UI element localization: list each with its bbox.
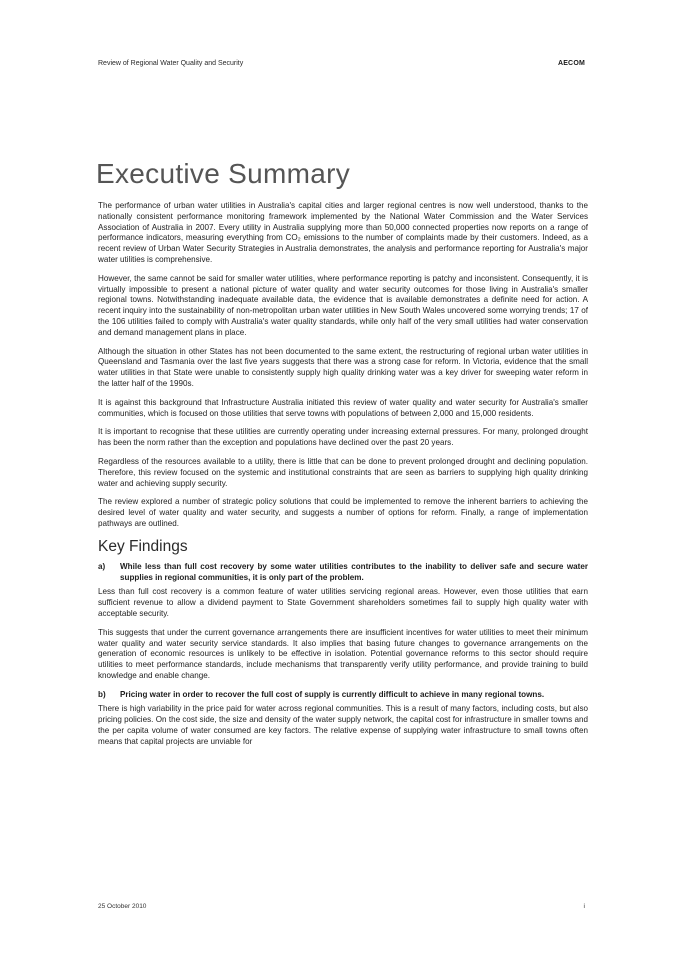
intro-paragraph: Regardless of the resources available to a utility, there is little that can be done to prevent prolonged drought and declining population. Therefore, this review focused on the systemic and institutional constraints that are seen as barriers to supplying high quality drinking water and achieving supply security. xyxy=(98,456,588,488)
intro-paragraph: The performance of urban water utilities in Australia's capital cities and larger regional centres is now well understood, thanks to the nationally consistent performance monitoring framework implemented by the National Water Commission and the Water Services Association of Australia in 2007. Every utility in Australia supplying more than 50,000 connected properties now reports on a range of performance indicators, measuring everything from CO₂ emissions to the number of complaints made by their customers. Indeed, as a recent review of Urban Water Security Strategies in Australia demonstrates, the analysis and performance reporting for Australia's major water utilities is comprehensive. xyxy=(98,201,588,264)
header-title: Review of Regional Water Quality and Security xyxy=(98,60,244,67)
finding-b-heading xyxy=(98,690,588,701)
finding-paragraph: There is high variability in the price paid for water across regional communities. This is a result of many factors, including costs, but also pricing policies. On the cost side, the size and density of the water supply network, the capital cost for infrastructure in smaller towns and the per capita volume of water consumed are key factors. The relative expense of supplying water infrastructure to small towns often means that capital projects are unviable for xyxy=(98,704,588,746)
finding-a-heading xyxy=(98,562,588,584)
finding-title: Pricing water in order to recover the full cost of supply is currently difficult to achieve in many regional towns. xyxy=(120,689,545,699)
finding-letter: a) xyxy=(98,561,106,571)
footer-date: 25 October 2010 xyxy=(98,903,147,910)
intro-paragraph: Although the situation in other States has not been documented to the same extent, the restructuring of regional urban water utilities in Queensland and Tasmania over the last five years suggests that there was a strong case for reform. In Victoria, evidence that the small water utilities in that State were unable to consistently supply high quality drinking water was a key driver for sweeping water reform in the latter half of the 1990s. xyxy=(98,346,588,388)
page-title: Executive Summary xyxy=(96,158,351,189)
intro-paragraph: It is against this background that Infrastructure Australia initiated this review of water quality and water security for Australia's smaller communities, which is focused on those utilities that serve towns with populations of between 2,000 and 15,000 residents. xyxy=(98,397,588,418)
key-findings-heading: Key Findings xyxy=(98,537,188,555)
running-footer xyxy=(98,903,585,915)
main-content xyxy=(98,201,588,756)
intro-paragraph: The review explored a number of strategic policy solutions that could be implemented to remove the inherent barriers to achieving the desired level of water quality and water security, and suggests a number of options for reform. Finally, a range of implementation pathways are outlined. xyxy=(98,497,588,528)
header-brand-logo: AECOM xyxy=(557,60,585,67)
page-number: i xyxy=(583,903,585,910)
finding-paragraph: Less than full cost recovery is a common feature of water utilities servicing regional areas. However, even those utilities that earn sufficient revenue to allow a dividend payment to State Government shareholders sometimes fail to supply high quality water with acceptable security. xyxy=(98,587,588,618)
finding-letter: b) xyxy=(98,689,106,699)
finding-title: While less than full cost recovery by some water utilities contributes to the inability to deliver safe and secure water supplies in regional communities, it is only part of the problem. xyxy=(120,561,588,582)
running-header xyxy=(98,60,585,72)
finding-paragraph: This suggests that under the current governance arrangements there are insufficient incentives for water utilities to meet their minimum water quality and water security service standards. It also implies that basing future changes to governance arrangements on the generation of economic resources is unlikely to be effective in isolation. Potential governance reforms to this sector should require utilities to meet performance standards, include mechanisms that transparently verify utility performance, and provide training to build knowledge and enable change. xyxy=(98,627,588,680)
intro-paragraph: It is important to recognise that these utilities are currently operating under increasing external pressures. For many, prolonged drought has been the norm rather than the exception and populations have declined over the past 20 years. xyxy=(98,427,588,448)
intro-paragraph: However, the same cannot be said for smaller water utilities, where performance reporting is patchy and inconsistent. Consequently, it is virtually impossible to present a national picture of water quality and water security outcomes for those living in Australia's smaller regional towns. Notwithstanding inadequate available data, the evidence that is available demonstrates a definite need for action. A recent inquiry into the sustainability of non-metropolitan urban water utilities in New South Wales uncovered some worrying trends; 17 of the 106 utilities failed to comply with Australia's water quality standards, while only half of the very small utilities had water conservation and demand management plans in place. xyxy=(98,273,588,337)
